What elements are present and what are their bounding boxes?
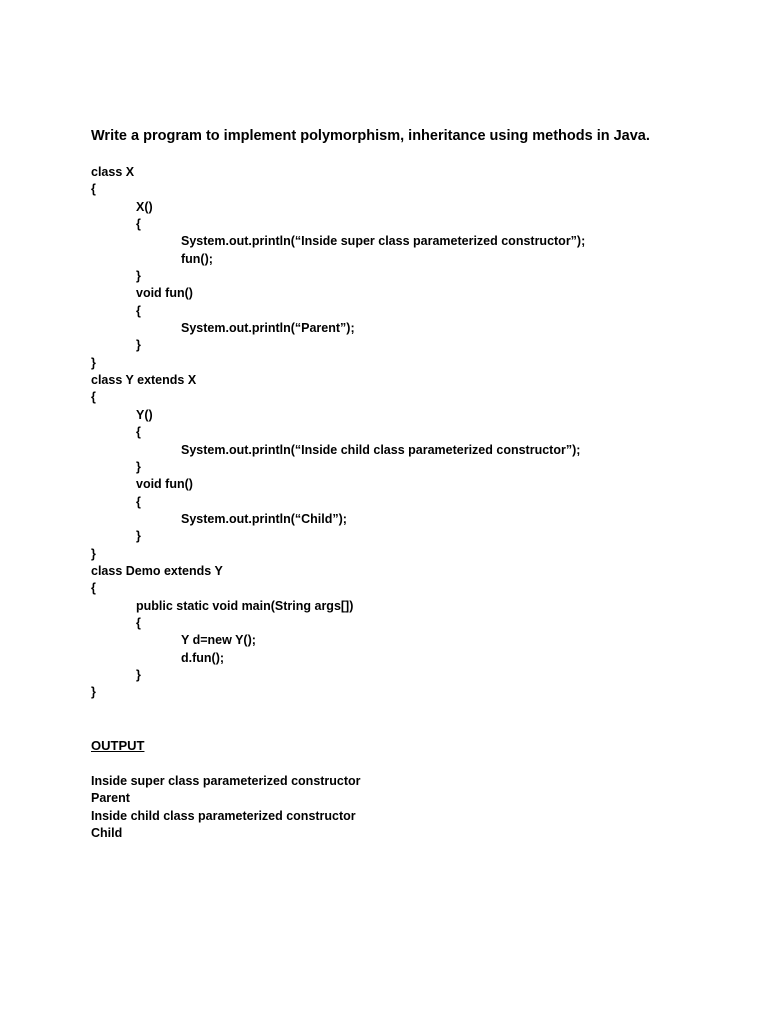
code-line: System.out.println(“Child”); (181, 511, 347, 526)
output-line: Parent (91, 791, 130, 806)
code-line: public static void main(String args[]) (136, 598, 354, 613)
code-line: System.out.println(“Inside child class parameterized constructor”); (181, 442, 581, 457)
code-line: { (91, 390, 96, 405)
code-line: } (91, 546, 96, 561)
code-line: } (136, 529, 141, 544)
code-line: } (91, 355, 96, 370)
code-line: fun(); (181, 251, 213, 266)
code-line: void fun() (136, 477, 193, 492)
code-line: } (136, 459, 141, 474)
code-line: } (136, 338, 141, 353)
code-line: { (136, 425, 141, 440)
code-line: { (136, 217, 141, 232)
output-line: Child (91, 826, 123, 841)
code-line: { (91, 182, 96, 197)
output-listing (91, 773, 361, 843)
code-line: X() (136, 199, 153, 214)
code-line: System.out.println(“Parent”); (181, 321, 355, 336)
code-line: d.fun(); (181, 650, 225, 665)
output-line: Inside child class parameterized constructor (91, 808, 356, 823)
code-line: class X (91, 165, 135, 179)
code-line: Y d=new Y(); (181, 633, 256, 648)
code-line: Y() (136, 407, 153, 422)
code-line: } (136, 667, 141, 682)
code-line: { (136, 303, 141, 318)
output-line: Inside super class parameterized constructor (91, 774, 361, 788)
code-line: } (136, 269, 141, 284)
code-listing (91, 164, 585, 702)
code-line: { (136, 494, 141, 509)
code-line: class Demo extends Y (91, 563, 223, 578)
code-line: { (91, 581, 96, 596)
output-heading: OUTPUT (91, 738, 145, 753)
code-line: class Y extends X (91, 373, 197, 388)
assignment-title: Write a program to implement polymorphism, inheritance using methods in Java. (91, 128, 650, 144)
code-line: { (136, 615, 141, 630)
code-line: void fun() (136, 286, 193, 301)
code-line: System.out.println(“Inside super class parameterized constructor”); (181, 234, 586, 249)
code-line: } (91, 685, 96, 700)
